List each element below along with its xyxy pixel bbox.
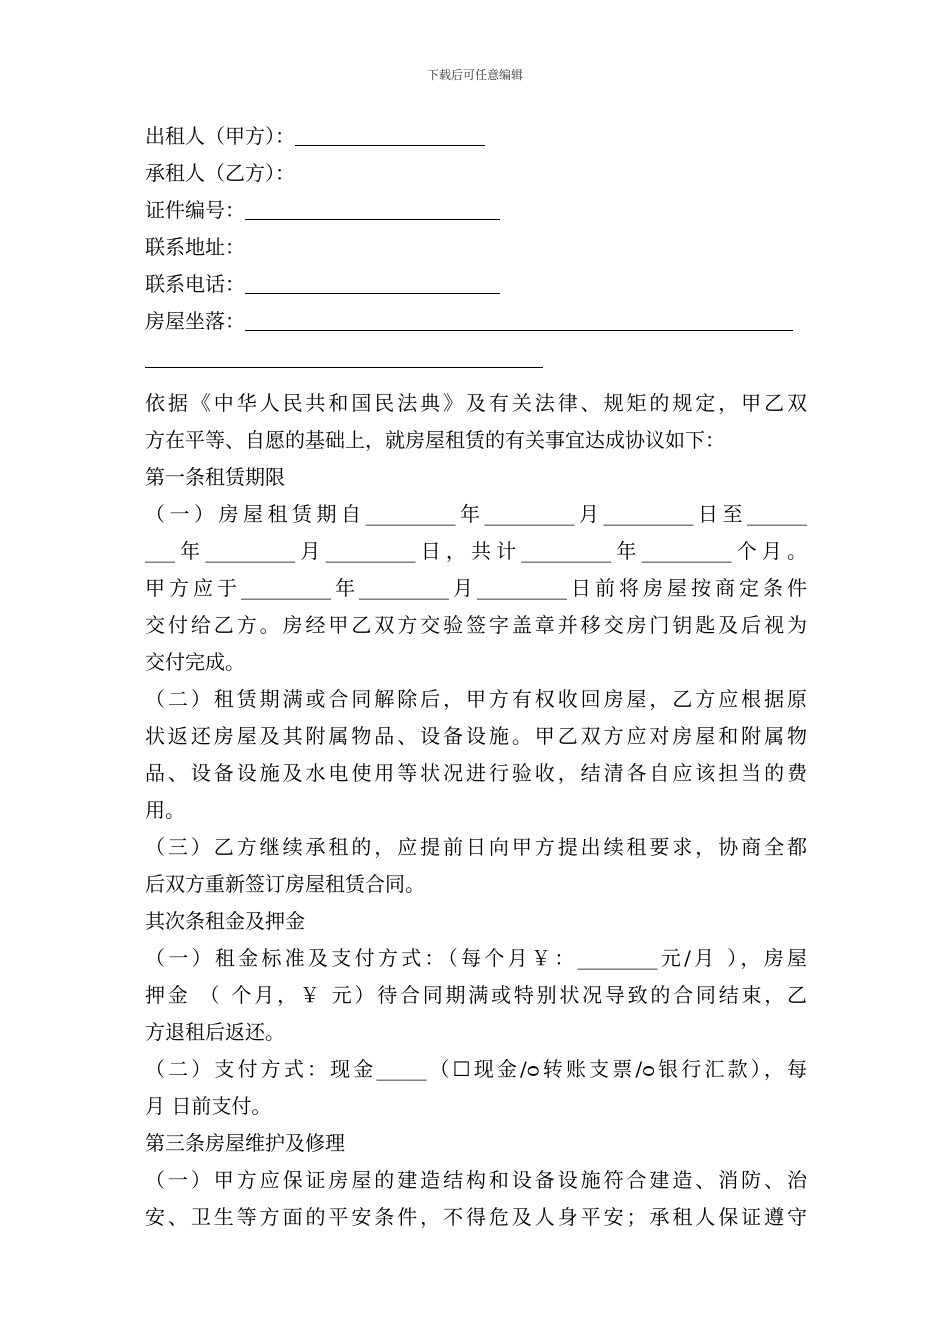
article-2-p1-line-3: 方退租后返还。 (145, 1020, 285, 1044)
location-line (145, 303, 807, 340)
address-line (145, 229, 807, 266)
address-label: 联系地址： (145, 235, 245, 259)
article-1-p2-line-1: （二）租赁期满或合同解除后，甲方有权收回房屋，乙方应根据原 (145, 687, 807, 711)
article-1-p1-line-1: （一）房屋租赁期自_________年_________月_________日至______ (145, 502, 807, 526)
article-3-title: 第三条房屋维护及修理 (145, 1131, 345, 1155)
intro-line-1: 依据《中华人民共和国民法典》及有关法律、规矩的规定，甲乙双 (145, 391, 807, 415)
lessor-blank[interactable] (295, 123, 485, 146)
intro-line-2: 方在平等、自愿的基础上，就房屋租赁的有关事宜达成协议如下： (145, 428, 725, 452)
lessee-line (145, 155, 807, 192)
location-blank-2[interactable] (145, 345, 543, 368)
article-3-p1-line-2: 安、卫生等方面的平安条件，不得危及人身平安；承租人保证遵守 (145, 1205, 807, 1229)
article-2-p1-line-2: 押金 （ 个月，￥ 元）待合同期满或特别状况导致的合同结束，乙 (145, 983, 807, 1007)
article-1-title: 第一条租赁期限 (145, 465, 285, 489)
lessor-line (145, 118, 807, 155)
article-1-p2-line-4: 用。 (145, 798, 185, 822)
article-1-p3-line-2: 后双方重新签订房屋租赁合同。 (145, 872, 425, 896)
watermark: 下载后可任意编辑 (426, 68, 523, 82)
lessor-label: 出租人（甲方）： (145, 124, 295, 148)
id-line (145, 192, 807, 229)
article-1-p1-line-2: ___年_________月_________日，共计_________年_________个月。 (145, 539, 807, 563)
article-3-p1-line-1: （一）甲方应保证房屋的建造结构和设备设施符合建造、消防、治 (145, 1168, 807, 1192)
phone-label: 联系电话： (145, 272, 245, 296)
article-1-p1-line-5: 交付完成。 (145, 650, 245, 674)
phone-blank[interactable] (245, 271, 500, 294)
location-blank[interactable] (245, 308, 793, 331)
article-1-p1-line-3: 甲方应于_________年_________月_________日前将房屋按商定条件 (145, 576, 807, 600)
contract-body (145, 118, 807, 1236)
lessee-label: 承租人（乙方）： (145, 161, 295, 185)
article-2-p2-line-2: 月 日前支付。 (145, 1094, 272, 1118)
article-1-p3-line-1: （三）乙方继续承租的，应提前日向甲方提出续租要求，协商全都 (145, 835, 807, 859)
id-blank[interactable] (245, 197, 500, 220)
article-2-p2-line-1: （二）支付方式：现金_____（☐现金/ᴑ转账支票/ᴑ银行汇款），每 (145, 1057, 807, 1081)
article-2-p1-line-1: （一）租金标准及支付方式：（每个月￥：________元/月 ），房屋 (145, 946, 807, 970)
id-label: 证件编号： (145, 198, 245, 222)
article-1-p1-line-4: 交付给乙方。房经甲乙双方交验签字盖章并移交房门钥匙及后视为 (145, 613, 807, 637)
phone-line (145, 266, 807, 303)
location-label: 房屋坐落： (145, 309, 245, 333)
location-line-2 (145, 340, 807, 377)
article-2-title: 其次条租金及押金 (145, 909, 305, 933)
article-1-p2-line-2: 状返还房屋及其附属物品、设备设施。甲乙双方应对房屋和附属物 (145, 724, 807, 748)
article-1-p2-line-3: 品、设备设施及水电使用等状况进行验收，结清各自应该担当的费 (145, 761, 807, 785)
